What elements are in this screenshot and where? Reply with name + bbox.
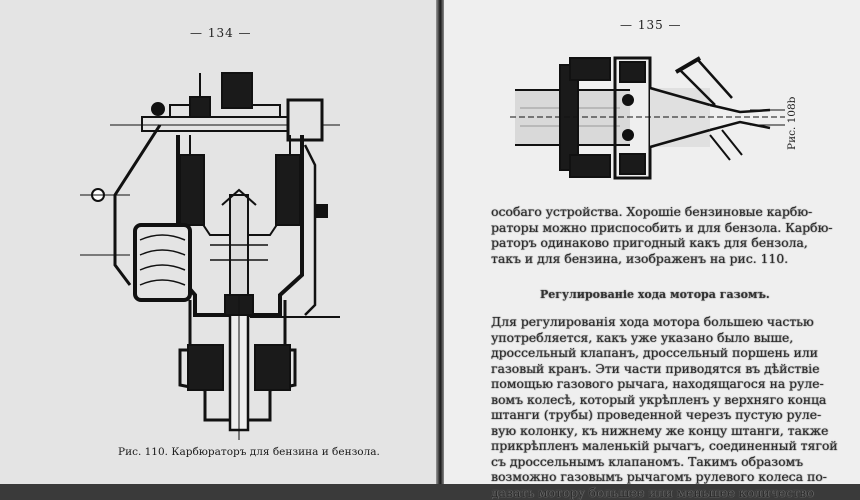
text-line: Для регулированія хода мотора большею частью <box>491 314 838 330</box>
text-line: употребляется, какъ уже указано было выше, <box>491 330 838 346</box>
text-line: вую колонку, къ нижнему же концу штанги, также <box>491 423 838 439</box>
text-line: вомъ колесѣ, который укрѣпленъ у верхняго конца <box>491 392 838 408</box>
text-line: раторъ одинаково пригодный какъ для бензола, <box>491 235 832 251</box>
pipe-figure-108b <box>510 50 800 190</box>
right-page <box>444 0 860 484</box>
text-line: штанги (трубы) проведенной черезъ пустую руле- <box>491 407 838 423</box>
text-line: раторы можно приспособить и для бензола. Карбю- <box>491 220 832 236</box>
text-line: дроссельный клапанъ, дроссельный поршень или <box>491 345 838 361</box>
paragraph-carburetor <box>491 204 832 266</box>
text-line: прикрѣпленъ маленькій рычагъ, соединенный тягой <box>491 438 838 454</box>
book-gutter <box>436 0 444 484</box>
carburetor-figure-110 <box>70 55 360 440</box>
section-heading: Регулированіе хода мотора газомъ. <box>540 288 770 301</box>
page-number: — 134 — <box>190 26 252 40</box>
text-line: такъ и для бензина, изображенъ на рис. 110. <box>491 251 832 267</box>
text-line: особаго устройства. Хорошіе бензиновые карбю- <box>491 204 832 220</box>
text-line: давать мотору большее или меньшее количество <box>491 485 838 500</box>
left-page <box>0 0 436 484</box>
figure-caption: Рис. 110. Карбюраторъ для бензина и бензола. <box>118 446 380 458</box>
text-line: съ дроссельнымъ клапаномъ. Такимъ образомъ <box>491 454 838 470</box>
figure-label: Рис. 108b <box>786 97 798 150</box>
text-line: газовый кранъ. Эти части приводятся въ дѣйствіе <box>491 361 838 377</box>
text-line: помощью газового рычага, находящагося на руле- <box>491 376 838 392</box>
text-line: возможно газовымъ рычагомъ рулевого колеса по- <box>491 469 838 485</box>
paragraph-regulation <box>491 314 838 500</box>
page-number: — 135 — <box>620 18 682 32</box>
